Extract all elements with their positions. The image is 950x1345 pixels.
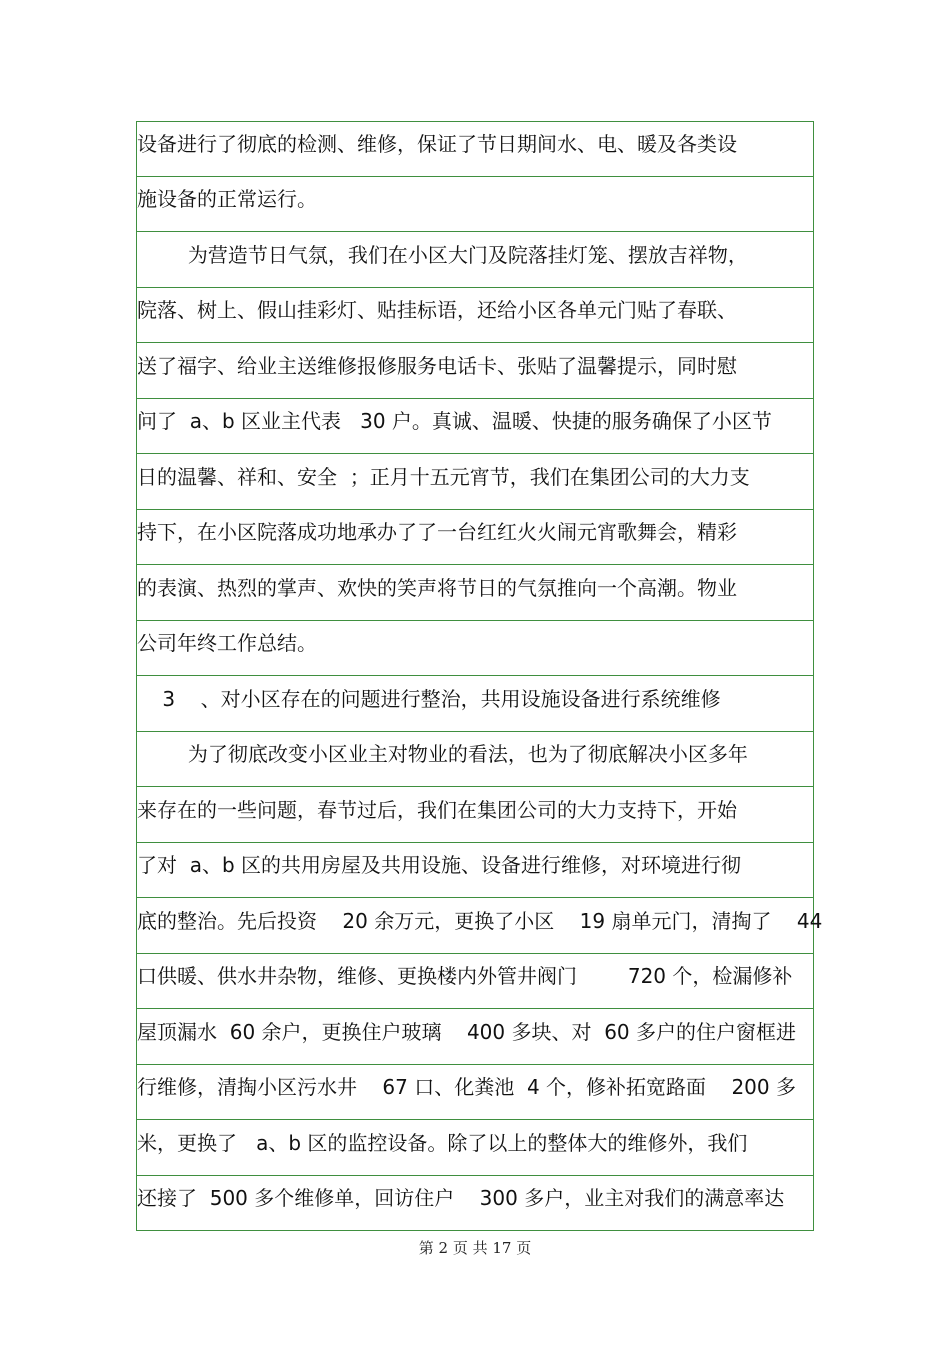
paragraph-start-line: 为营造节日气氛，我们在小区大门及院落挂灯笼、摆放吉祥物， [137, 243, 748, 267]
body-text-line: 的表演、热烈的掌声、欢快的笑声将节日的气氛推向一个高潮。物业 [137, 576, 737, 600]
body-text-line: 施设备的正常运行。 [137, 187, 317, 211]
page-number-footer: 第 2 页 共 17 页 [418, 1239, 532, 1257]
body-text-line: 问了 a、b 区业主代表 30 户。真诚、温暖、快捷的服务确保了小区节 [137, 409, 772, 433]
body-text-line: 公司年终工作总结。 [137, 631, 317, 655]
body-text-line: 屋顶漏水 60 余户，更换住户玻璃 400 多块、对 60 多户的住户窗框进 [137, 1020, 797, 1044]
body-text-line: 院落、树上、假山挂彩灯、贴挂标语，还给小区各单元门贴了春联、 [137, 298, 737, 322]
section-heading: 3 、对小区存在的问题进行整治，共用设施设备进行系统维修 [137, 687, 721, 711]
body-text-line: 来存在的一些问题，春节过后，我们在集团公司的大力支持下，开始 [137, 798, 737, 822]
body-text-line: 送了福字、给业主送维修报修服务电话卡、张贴了温馨提示，同时慰 [137, 354, 737, 378]
body-text-line: 持下，在小区院落成功地承办了了一台红红火火闹元宵歌舞会，精彩 [137, 520, 737, 544]
body-text-line: 米，更换了 a、b 区的监控设备。除了以上的整体大的维修外，我们 [137, 1131, 748, 1155]
body-text-line: 还接了 500 多个维修单，回访住户 300 多户，业主对我们的满意率达 [137, 1186, 785, 1210]
body-text-line: 口供暖、供水井杂物，维修、更换楼内外管井阀门 720 个，检漏修补 [137, 964, 793, 988]
rule-line [136, 1230, 813, 1231]
body-text-line: 底的整治。先后投资 20 余万元，更换了小区 19 扇单元门，清掏了 44 [137, 909, 823, 933]
paragraph-start-line: 为了彻底改变小区业主对物业的看法，也为了彻底解决小区多年 [137, 742, 748, 766]
body-text-line: 行维修，清掏小区污水井 67 口、化粪池 4 个，修补拓宽路面 200 多 [137, 1075, 796, 1099]
body-text-line: 设备进行了彻底的检测、维修，保证了节日期间水、电、暖及各类设 [137, 132, 737, 156]
body-text-line: 日的温馨、祥和、安全 ；正月十五元宵节，我们在集团公司的大力支 [137, 465, 750, 489]
body-text-line: 了对 a、b 区的共用房屋及共用设施、设备进行维修，对环境进行彻 [137, 853, 742, 877]
